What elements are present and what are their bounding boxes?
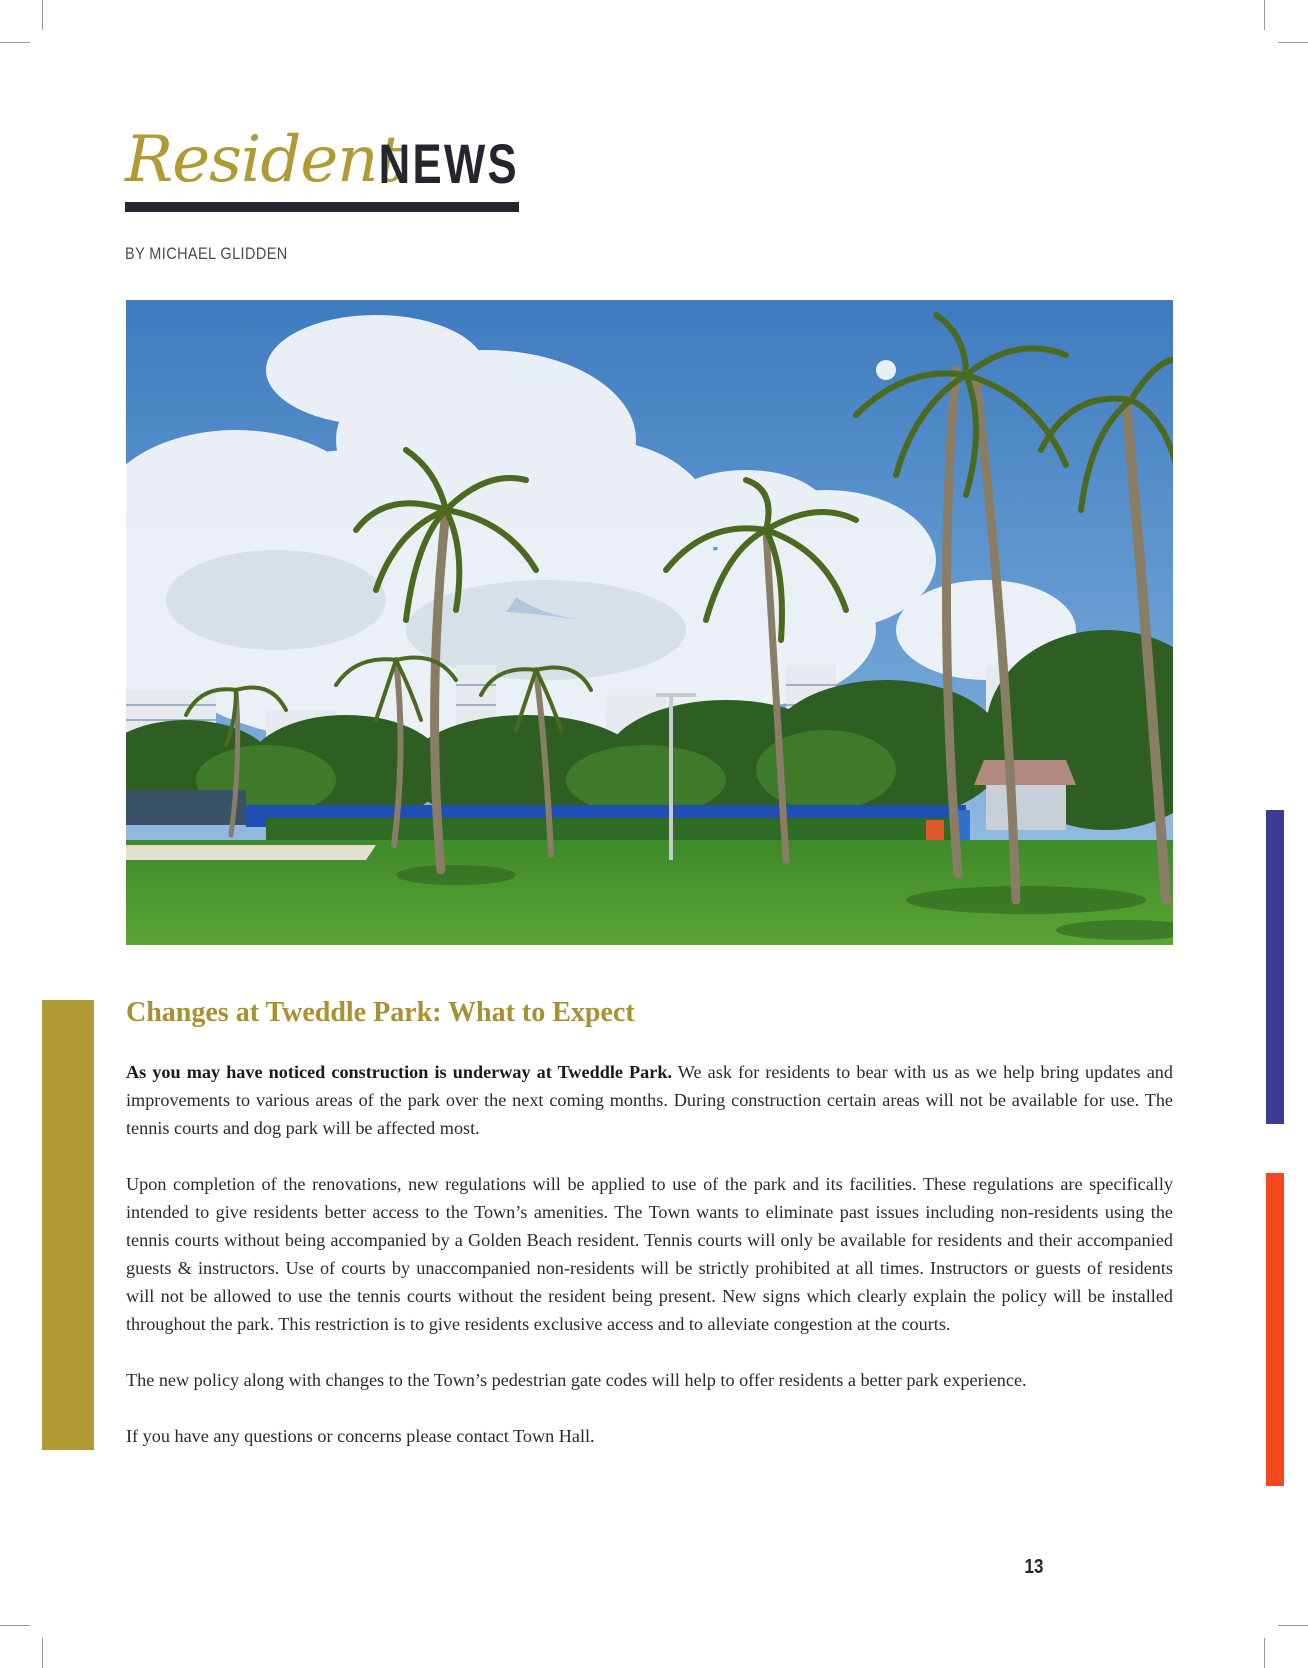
- crop-mark-tr-v: [1264, 0, 1265, 30]
- article-headline: Changes at Tweddle Park: What to Expect: [126, 997, 635, 1028]
- masthead-bold-word: NEWS: [378, 132, 519, 195]
- masthead-script-word: Resident: [125, 123, 403, 197]
- paragraph-3: The new policy along with changes to the Town’s pedestrian gate codes will help to offer residents a better park experience.: [126, 1370, 1027, 1390]
- crop-mark-bl-h: [0, 1625, 30, 1626]
- gold-side-bar: [42, 1000, 94, 1450]
- masthead-rule: [125, 202, 519, 212]
- paragraph-4: If you have any questions or concerns please contact Town Hall.: [126, 1426, 595, 1446]
- blue-side-bar: [1266, 810, 1284, 1124]
- paragraph-1-rest: We ask for residents to bear with us as we help bring updates and improvements to various areas of the park over the next coming months. During construction certain areas will not be available for use. The tennis courts and dog park will be affected most.: [126, 1062, 1173, 1138]
- crop-mark-tl-h: [0, 42, 30, 43]
- article-body: [126, 1058, 1173, 1478]
- page-number: 13: [1024, 1556, 1044, 1578]
- orange-side-bar: [1266, 1173, 1284, 1486]
- park-photo: [126, 300, 1173, 945]
- crop-mark-br-v: [1264, 1638, 1265, 1668]
- paragraph-1: [126, 1058, 1173, 1142]
- paragraph-2: Upon completion of the renovations, new regulations will be applied to use of the park and its facilities. These regulations are specifically intended to give residents better access to the Town’s amenities. The Town wants to eliminate past issues including non-residents using the tennis courts without being accompanied by a Golden Beach resident. Tennis courts will only be available for residents and their accompanied guests & instructors. Use of courts by unaccompanied non-residents will be strictly prohibited at all times. Instructors or guests of residents will not be allowed to use the tennis courts without the resident being present. New signs which clearly explain the policy will be installed throughout the park. This restriction is to give residents exclusive access and to alleviate congestion at the courts.: [126, 1174, 1173, 1334]
- masthead: [125, 123, 519, 212]
- crop-mark-bl-v: [42, 1638, 43, 1668]
- byline: BY MICHAEL GLIDDEN: [125, 244, 288, 263]
- crop-mark-br-h: [1278, 1625, 1308, 1626]
- paragraph-1-lead: As you may have noticed construction is underway at Tweddle Park.: [126, 1062, 672, 1082]
- crop-mark-tr-h: [1278, 42, 1308, 43]
- crop-mark-tl-v: [42, 0, 43, 30]
